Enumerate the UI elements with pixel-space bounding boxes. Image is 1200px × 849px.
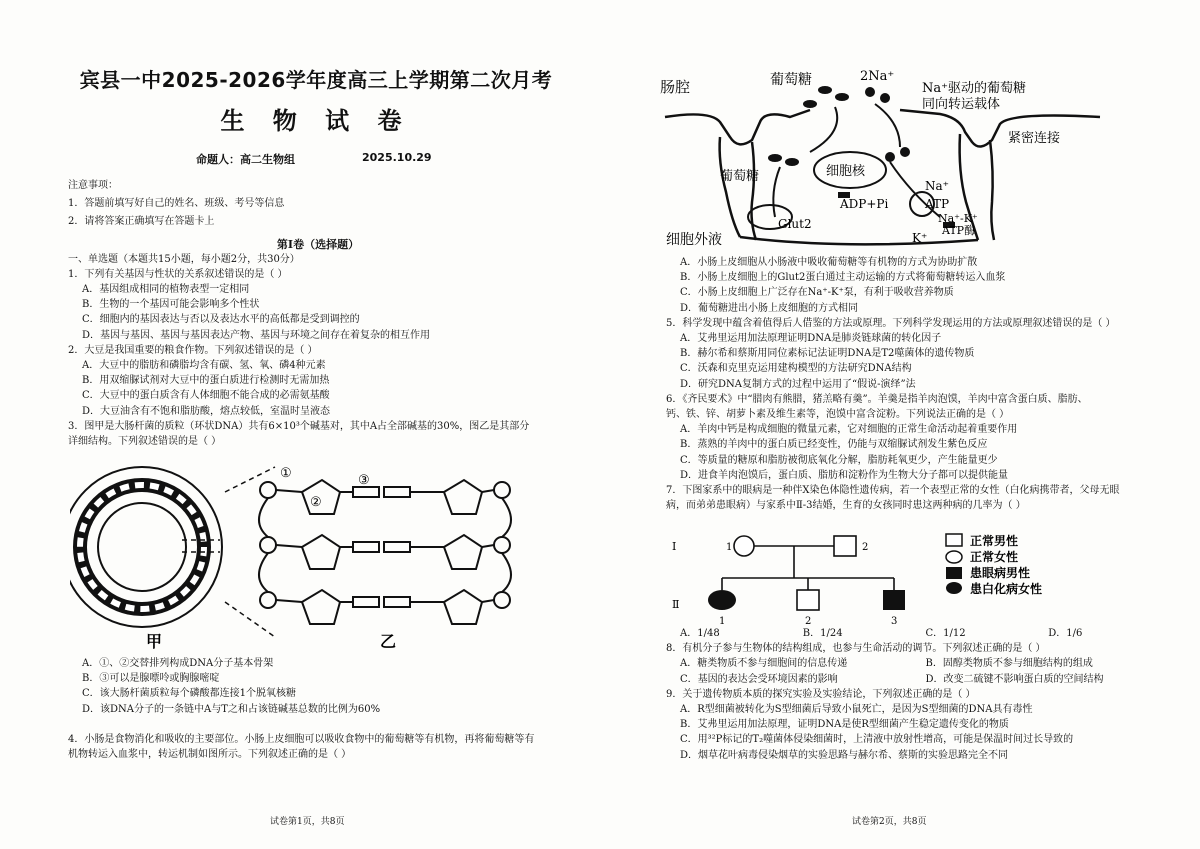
label-circle-2: ② <box>310 495 322 510</box>
label-adp: ADP+Pi <box>840 197 889 211</box>
female-i1 <box>734 536 754 556</box>
option-d: D．进食羊肉泡馍后，蛋白质、脂肪和淀粉作为生物大分子都可以提供能量 <box>680 469 1009 481</box>
question-stem-cont: 机物转运入血浆中，转运机制如图所示。下列叙述正确的是（ ） <box>68 749 352 761</box>
exam-subtitle: 生 物 试 卷 <box>220 107 412 135</box>
option-b: B．生物的一个基因可能会影响多个性状 <box>82 299 260 311</box>
question-stem: 3．图甲是大肠杆菌的质粒（环状DNA）共有6×10³个碱基对，其中A占全部碱基的30%，图乙是其部分 <box>68 420 530 432</box>
option-c: C．大豆中的蛋白质含有人体细胞不能合成的必需氨基酸 <box>82 390 330 402</box>
question-1 <box>68 267 568 343</box>
note-item: 2．请将答案正确填写在答题卡上 <box>68 216 215 228</box>
question-stem: 8．有机分子参与生物体的结构组成，也参与生命活动的调节。下列叙述正确的是（ ） <box>666 643 1046 655</box>
plasmid-ring <box>70 467 222 627</box>
exam-title: 宾县一中2025-2026学年度高三上学期第二次月考 <box>79 68 553 92</box>
question-stem-cont: 详细结构。下列叙述错误的是（ ） <box>68 436 222 448</box>
option-a: A．1/48 <box>680 628 720 639</box>
legend-normal-male: 正常男性 <box>970 534 1019 548</box>
dna-structure <box>259 480 511 624</box>
question-stem-cont: 病，而弟弟患眼病）与家系中Ⅱ-3结婚，生育的女孩同时患这两种病的几率为（ ） <box>666 500 1026 512</box>
number-i2: 2 <box>862 542 869 553</box>
label-pump: Na⁺-K⁺ <box>938 212 978 225</box>
option-a: A．基因组成相同的植物表型一定相同 <box>82 284 250 296</box>
label-circle-3: ③ <box>358 473 370 488</box>
male-i2 <box>834 536 856 556</box>
option-b: B．艾弗里运用加法原理，证明DNA是使R型细菌产生稳定遗传变化的物质 <box>680 719 1009 731</box>
option-d: D．该DNA分子的一条链中A与T之和占该链碱基总数的比例为60% <box>82 703 381 715</box>
option-b: B．固醇类物质不参与细胞结构的组成 <box>925 658 1093 670</box>
legend-eye-disease-symbol <box>946 567 962 579</box>
option-c: C．1/12 <box>925 628 966 639</box>
legend-normal-female: 正常女性 <box>970 550 1019 564</box>
legend-eye-disease-male: 患眼病男性 <box>970 566 1031 580</box>
option-a: A．R型细菌被转化为S型细菌后导致小鼠死亡，是因为S型细菌的DNA具有毒性 <box>680 704 1033 716</box>
question-4 <box>68 732 568 762</box>
option-c: C．沃森和克里克运用建构模型的方法研究DNA结构 <box>680 363 912 375</box>
question-7 <box>666 483 1171 513</box>
question-stem: 1．下列有关基因与性状的关系叙述错误的是（ ） <box>68 268 288 280</box>
label-glut2: Glut2 <box>778 217 812 231</box>
question-3 <box>68 419 568 449</box>
notes-block <box>68 178 568 449</box>
section-title: 第Ⅰ卷（选择题） <box>276 237 360 251</box>
pedigree-chart <box>666 530 1126 630</box>
q8-options-row1 <box>666 656 1171 671</box>
generation-1-label: Ⅰ <box>672 540 677 553</box>
notes-heading: 注意事项： <box>68 180 118 191</box>
label-circle-1: ① <box>280 466 292 481</box>
label-glucose-in: 葡萄糖 <box>720 169 760 184</box>
option-d: D．1/6 <box>1048 628 1083 639</box>
option-b: B．1/24 <box>802 628 843 639</box>
q3-options <box>68 656 568 717</box>
question-stem: 5．科学发现中蕴含着值得后人借鉴的方法或原理。下列科学发现运用的方法或原理叙述错误的是（ ） <box>666 317 1116 329</box>
question-stem: 2．大豆是我国重要的粮食作物。下列叙述错误的是（ ） <box>68 344 318 356</box>
question-6 <box>666 392 1171 483</box>
label-cotransporter-2: 同向转运载体 <box>922 97 1001 112</box>
option-d: D．葡萄糖进出小肠上皮细胞的方式相同 <box>680 302 859 314</box>
number-ii3: 3 <box>891 616 898 627</box>
label-yi: 乙 <box>380 632 397 651</box>
option-b: B．用双缩脲试剂对大豆中的蛋白质进行检测时无需加热 <box>82 375 330 387</box>
label-jia: 甲 <box>146 632 163 651</box>
q7-options <box>666 626 1171 641</box>
number-ii2: 2 <box>805 616 812 627</box>
option-b: B．③可以是腺嘌呤或胸腺嘧啶 <box>82 673 220 685</box>
question-8 <box>666 641 1171 687</box>
option-d: D．烟草花叶病毒侵染烟草的实验思路与赫尔希、蔡斯的实验思路完全不同 <box>680 749 1009 761</box>
label-atpase: ATP酶 <box>942 224 976 237</box>
q8-options-row2 <box>666 672 1171 687</box>
option-a: A．小肠上皮细胞从小肠液中吸收葡萄糖等有机物的方式为协助扩散 <box>680 257 978 268</box>
right-text-bottom <box>666 626 1171 763</box>
option-b: B．蒸熟的羊肉中的蛋白质已经变性，仍能与双缩脲试剂发生紫色反应 <box>680 439 988 451</box>
label-tight-junction: 紧密连接 <box>1008 131 1061 146</box>
label-2na: 2Na⁺ <box>860 69 895 84</box>
option-d: D．大豆油含有不饱和脂肪酸，熔点较低，室温时呈液态 <box>82 405 331 417</box>
option-d: D．基因与基因、基因与基因表达产物、基因与环境之间存在着复杂的相互作用 <box>82 329 431 341</box>
option-a: A．①、②交替排列构成DNA分子基本骨架 <box>82 658 274 669</box>
option-a: A．羊肉中钙是构成细胞的微量元素，它对细胞的正常生命活动起着重要作用 <box>680 424 1018 436</box>
dna-diagram <box>70 462 560 652</box>
option-b: B．赫尔希和蔡斯用同位素标记法证明DNA是T2噬菌体的遗传物质 <box>680 348 975 360</box>
question-9 <box>666 687 1171 763</box>
option-d: D．改变二硫键不影响蛋白质的空间结构 <box>925 673 1104 685</box>
generation-2-label: Ⅱ <box>672 598 680 611</box>
label-glucose-top: 葡萄糖 <box>770 72 812 88</box>
question-stem: 7．下图家系中的眼病是一种伴X染色体隐性遗传病，若一个表型正常的女性（白化病携带者，父母无眼 <box>666 485 1120 497</box>
option-d: D．研究DNA复制方式的过程中运用了“假说-演绎”法 <box>680 378 916 390</box>
legend-albino-symbol <box>946 582 962 594</box>
albino-female-ii1 <box>708 590 736 610</box>
label-k-plus: K⁺ <box>912 231 928 245</box>
label-cotransporter-1: Na⁺驱动的葡萄糖 <box>922 81 1026 96</box>
option-c: C．该大肠杆菌质粒每个磷酸都连接1个脱氧核糖 <box>82 688 297 700</box>
right-text-top <box>666 255 1171 513</box>
question-stem: 9．关于遗传物质本质的探究实验及实验结论，下列叙述正确的是（ ） <box>666 688 976 700</box>
legend-albino-female: 患白化病女性 <box>970 582 1043 596</box>
number-ii1: 1 <box>719 616 726 627</box>
label-na-plus: Na⁺ <box>925 179 949 193</box>
question-stem: 4．小肠是食物消化和吸收的主要部位。小肠上皮细胞可以吸收食物中的葡萄糖等有机物，再将葡萄糖等有 <box>68 734 535 745</box>
transport-diagram <box>660 62 1110 252</box>
option-c: C．细胞内的基因表达与否以及表达水平的高低都是受到调控的 <box>82 314 360 326</box>
male-ii2 <box>797 590 819 610</box>
label-lumen: 肠腔 <box>660 78 691 96</box>
label-atp: ATP <box>925 197 950 211</box>
exam-author: 命题人：高二生物组 <box>196 153 295 166</box>
option-c: C．等质量的糖原和脂肪被彻底氧化分解，脂肪耗氧更少，产生能量更少 <box>680 454 998 466</box>
question-stem: 6．《齐民要术》中“腊肉有熊腊，猪羔略有羹”。羊羹是指羊肉泡馍，羊肉中富含蛋白质、脂肪、 <box>666 393 1088 405</box>
question-5 <box>666 316 1171 392</box>
number-i1: 1 <box>726 542 733 553</box>
exam-date: 2025.10.29 <box>362 151 432 164</box>
label-extracellular: 细胞外液 <box>666 232 722 248</box>
option-c: C．小肠上皮细胞上广泛存在Na⁺-K⁺泵，有利于吸收营养物质 <box>680 287 954 299</box>
label-nucleus: 细胞核 <box>826 164 866 179</box>
legend-normal-male-symbol <box>946 534 962 546</box>
part-heading: 一、单选题（本题共15小题，每小题2分，共30分） <box>68 253 300 265</box>
question-stem-cont: 钙、铁、锌、胡萝卜素及维生素等，泡馍中富含淀粉。下列说法正确的是（ ） <box>666 409 1010 421</box>
page-footer: 试卷第2页，共8页 <box>852 817 927 827</box>
option-c: C．基因的表达会受环境因素的影响 <box>680 673 838 685</box>
option-b: B．小肠上皮细胞上的Glut2蛋白通过主动运输的方式将葡萄糖转运入血浆 <box>680 272 1006 284</box>
option-a: A．艾弗里运用加法原理证明DNA是肺炎链球菌的转化因子 <box>680 333 942 345</box>
option-a: A．糖类物质不参与细胞间的信息传递 <box>680 658 848 670</box>
option-c: C．用³²P标记的T₂噬菌体侵染细菌时，上清液中放射性增高，可能是保温时间过长导致的 <box>680 734 1074 746</box>
right-page <box>600 0 1200 849</box>
note-item: 1．答题前填写好自己的姓名、班级、考号等信息 <box>68 198 285 210</box>
option-a: A．大豆中的脂肪和磷脂均含有碳、氢、氧、磷4种元素 <box>82 360 326 372</box>
legend-normal-female-symbol <box>946 551 962 563</box>
page-footer: 试卷第1页，共8页 <box>270 817 345 827</box>
question-2 <box>68 343 568 419</box>
eye-disease-male-ii3 <box>883 590 905 610</box>
